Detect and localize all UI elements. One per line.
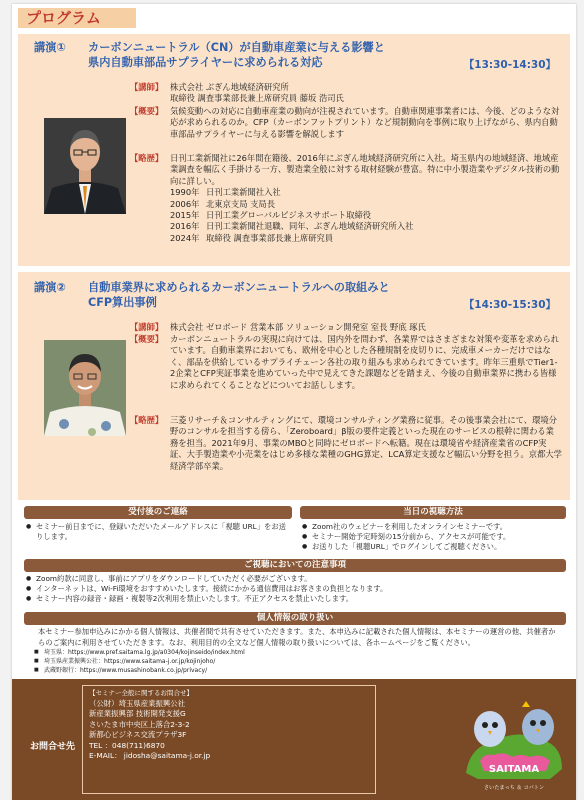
contact-heading: 【セミナー全般に関するお問合せ】	[89, 689, 193, 697]
talk-1-title: 講演① カーボンニュートラル（CN）が自動車産業に与える影響と 県内自動車部品サプライヤーに求められる対応	[34, 41, 385, 69]
career-text: 日刊工業グローバルビジネスサポート取締役	[206, 210, 372, 221]
list-item: ● セミナー開始予定時刻の15分前から、アクセスが可能です。	[300, 532, 566, 542]
talk-1-time: 【13:30-14:30】	[463, 59, 556, 71]
apply-heading: 受付後のご連絡	[24, 506, 292, 519]
list-item: ● セミナー内容の録音・録画・複製等2次利用を禁止いたします。不正アクセスを禁止いたします。	[24, 594, 566, 604]
career-year: 2015年	[170, 210, 200, 221]
mascot-caption: さいたまっち ＆ コバトン	[483, 785, 545, 791]
talk-2-time: 【14:30-15:30】	[463, 299, 556, 311]
talk-2-speaker: 【講師】 株式会社 ゼロボード 営業本部 ソリューション開発室 室長 野底 琢氏	[130, 322, 426, 332]
list-item: ■ 埼玉県：https://www.pref.saitama.lg.jp/a0304/kojinseido/index.html	[24, 648, 566, 657]
list-item: ● Zoom社のウェビナーを利用したオンラインセミナーです。	[300, 522, 566, 532]
privacy-section	[24, 612, 566, 675]
talk-2-title: 講演② 自動車業界に求められるカーボンニュートラルへの取組みと CFP算出事例	[34, 281, 390, 309]
contact-line: さいたま市中央区上落合2-3-2	[89, 719, 190, 729]
career-text: 日刊工業新聞社退職、同年、ぶぎん地域経済研究所入社	[206, 221, 414, 232]
notes-heading: ご視聴においての注意事項	[24, 559, 566, 572]
talk-1-bio: 【略歴】 日刊工業新聞社に26年間在籍後、2016年にぶぎん地域経済研究所に入社。埼玉県内の地域経済、地域産業調査を幅広く手掛ける一方、製造業全般に対する取材経験が豊富。特に中小製造業やデジタル技術の動向に詳しい。 1990年 日刊工業新聞社入社 2006年 北東京支局 支局長 2015年 日刊工業グローバルビジネスサポート取締役 2016年 日刊工業新聞社退職、同年、ぶぎん地域経済研究所入社 2024年 取締役 調査事業部長兼上席研究員	[130, 153, 562, 244]
list-item: ● インターネットは、Wi-Fi環境をおすすめいたします。接続にかかる通信費用はお客さまの負担となります。	[24, 584, 566, 594]
talk-2-number: 講演②	[34, 281, 66, 294]
notes-list	[24, 574, 566, 604]
list-item: ● セミナー前日までに、登録いただいたメールアドレスに「視聴 URL」をお送りします。	[24, 522, 292, 542]
contact-footer	[12, 679, 576, 800]
viewing-section	[300, 506, 566, 552]
talk-2-section	[18, 272, 570, 500]
talk-1-career-list	[170, 187, 562, 244]
career-row	[170, 199, 562, 210]
speaker-2-photo	[44, 340, 126, 436]
privacy-url-list	[24, 648, 566, 675]
career-text: 北東京支局 支局長	[206, 198, 276, 209]
contact-box	[82, 685, 376, 794]
career-year: 2016年	[170, 221, 200, 232]
talk-1-section	[18, 34, 570, 266]
career-year: 1990年	[170, 187, 200, 198]
list-item: ■ 武蔵野銀行：https://www.musashinobank.co.jp/privacy/	[24, 666, 566, 675]
list-item: ● Zoom約款に同意し、事前にアプリをダウンロードしていただく必要がございます。	[24, 574, 566, 584]
contact-line: （公財）埼玉県産業振興公社	[89, 698, 186, 708]
list-item: ■ 埼玉県産業振興公社：https://www.saitama-j.or.jp/kojinjoho/	[24, 657, 566, 666]
career-year: 2006年	[170, 198, 200, 209]
contact-line: 新産業振興部 技術開発支援G	[89, 709, 186, 718]
privacy-heading: 個人情報の取り扱い	[24, 612, 566, 625]
contact-line: E-MAIL： jidosha@saitama-j.or.jp	[89, 751, 211, 760]
flyer-page	[12, 4, 576, 800]
career-text: 日刊工業新聞社入社	[206, 187, 281, 198]
speaker-1-photo	[44, 118, 126, 214]
mascot-banner: SAITAMA	[488, 764, 540, 775]
career-row	[170, 210, 562, 221]
talk-2-bio: 【略歴】 三菱リサーチ＆コンサルティングにて、環境コンサルティング業務に従事。その後事業会社にて、環境分野のコンサルを担当する傍ら、「Zeroboard」β版の要件定義といった現在のサービスの根幹に関わる業務を担当。2021年9月、事業のMBOと同時にゼロボードへ転籍。現在は環境省や経済産業省のCFP実証、大手製造業や小売業をはじめ多様な業種のGHG算定、LCA算定支援など幅広い分野を担う。京都大学経済学部卒業。	[130, 415, 562, 471]
talk-2-summary: 【概要】 カーボンニュートラルの実現に向けては、国内外を問わず、各業界ではさまざまな対策や変革を求められています。自動車業界においても、欧州を中心とした各種規制を皮切りに、完成車メーカーだけではなく、部品を供給しているサプライチェーン各社の取り組みも求められてきています。昨年三重県でTier1-2企業とCFP実証事業を進めていった中で見えてきた課題などを踏まえ、今後の自動車業界に携わる皆様に求められてくることなどについてお話しします。	[130, 334, 560, 390]
viewing-list	[300, 522, 566, 552]
apply-section	[24, 506, 292, 542]
program-title: プログラム	[18, 8, 136, 28]
saitama-mascot-image	[460, 699, 568, 795]
talk-1-speaker: 【講師】 株式会社 ぶぎん地域経済研究所 取締役 調査事業部長兼上席研究員 藤坂 浩司氏	[130, 82, 344, 104]
contact-line: TEL ：048(711)6870	[89, 740, 165, 750]
career-text: 取締役 調査事業部長兼上席研究員	[206, 232, 334, 243]
career-row	[170, 233, 562, 244]
info-area	[18, 506, 570, 674]
contact-line: 新都心ビジネス交流プラザ3F	[89, 730, 187, 739]
career-row	[170, 221, 562, 232]
career-row	[170, 187, 562, 198]
privacy-text: 本セミナー参加申込みにかかる個人情報は、共催者間で共有させていただきます。また、本申込みに記載された個人情報は、本セミナーの運営の他、共催者からのご案内に利用させていただきます。なお、利用目的の全文など個人情報の取り扱いについては、各ホームページをご覧ください。	[38, 627, 556, 647]
career-year: 2024年	[170, 232, 200, 243]
list-item: ● お送りした「視聴URL」でログインしてご視聴ください。	[300, 542, 566, 552]
talk-1-number: 講演①	[34, 41, 66, 54]
apply-list	[24, 522, 292, 542]
notes-section	[24, 559, 566, 604]
talk-1-summary: 【概要】 気候変動への対応に自動車産業の動向が注視されています。自動車関連事業者には、今後、どのような対応が求められるのか。CFP（カーボンフットプリント）など規制動向を事例に取り上げながら、県内自動車部品サプライヤーに与える影響を解説します	[130, 106, 560, 139]
viewing-heading: 当日の視聴方法	[300, 506, 566, 519]
contact-label: お問合せ先	[30, 742, 76, 752]
